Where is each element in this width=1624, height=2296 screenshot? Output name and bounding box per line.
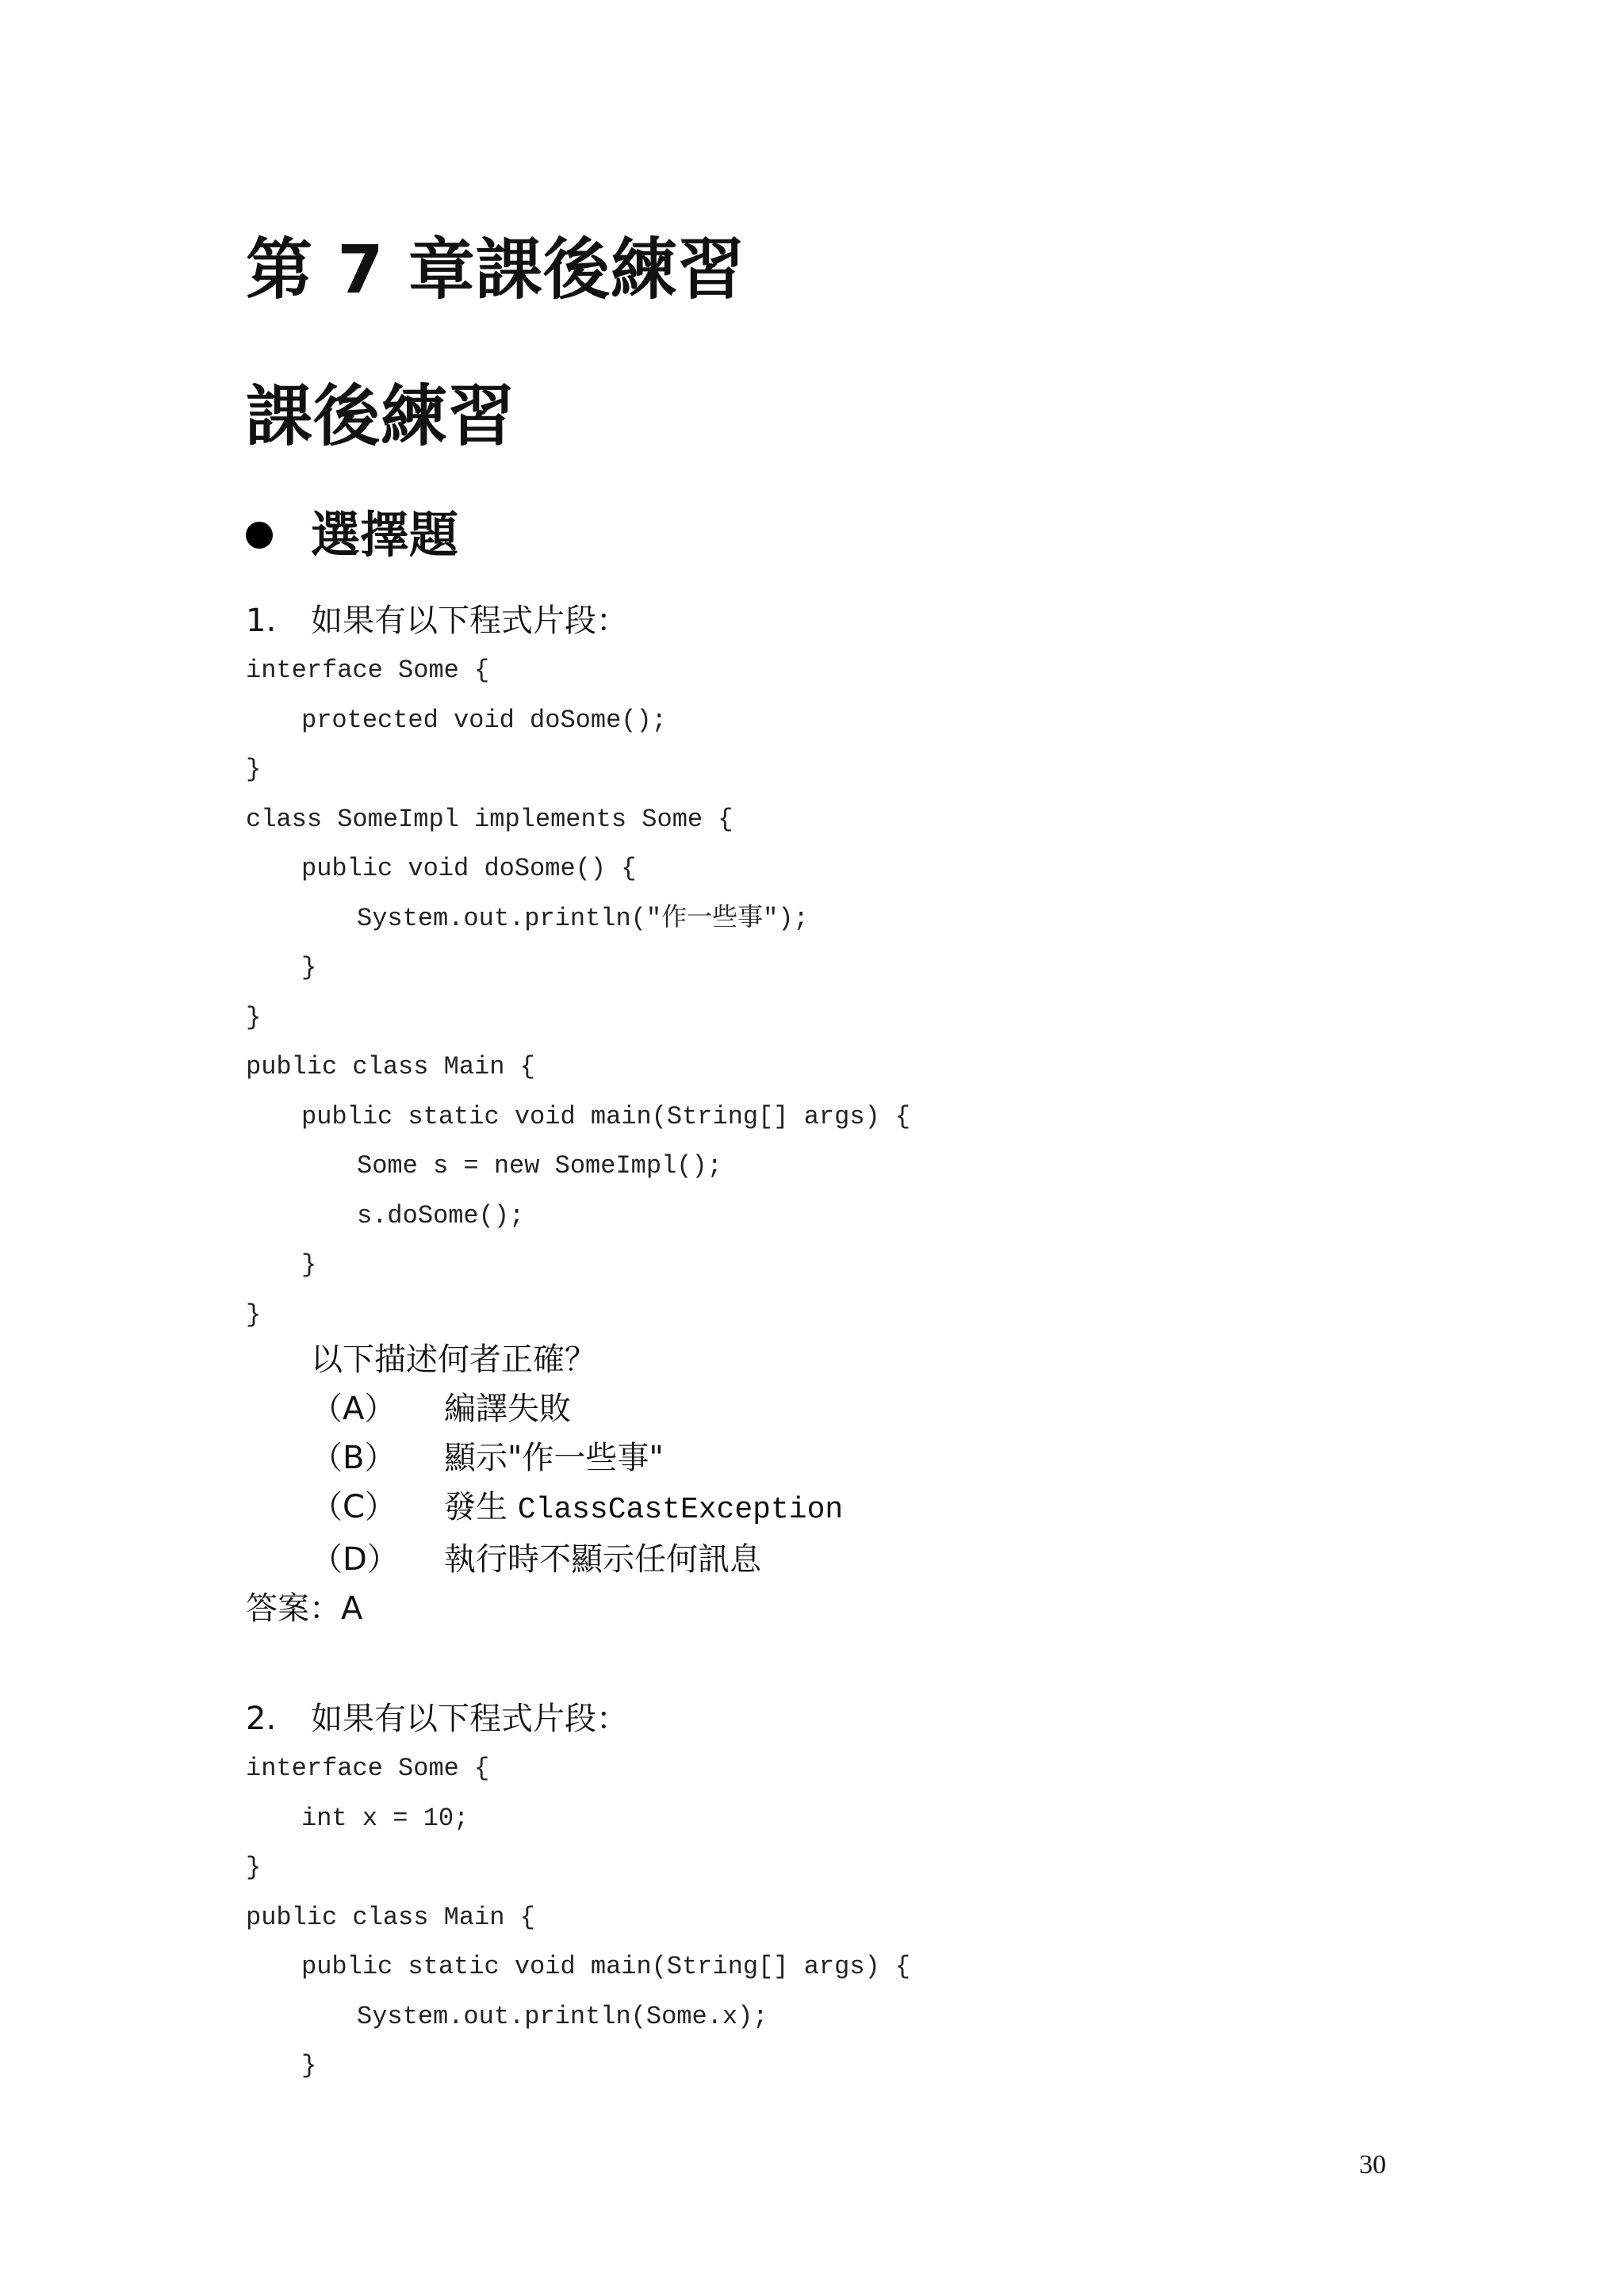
code-line: interface Some {: [246, 656, 490, 685]
option-text: 執行時不顯示任何訊息: [444, 1541, 761, 1578]
question-2-prompt: [246, 1695, 1435, 1743]
code-line: }: [246, 755, 262, 784]
code-line: }: [246, 1853, 262, 1882]
section-title: 課後練習: [246, 377, 516, 455]
code-line: public static void main(String[] args) {: [301, 1952, 911, 1981]
code-line: int x = 10;: [301, 1803, 469, 1833]
code-line: System.out.println(Some.x);: [357, 2001, 768, 2031]
option-text: 編譯失敗: [444, 1391, 571, 1427]
page-number: 30: [1359, 2150, 1386, 2179]
bullet-icon: [246, 522, 273, 549]
question-number: 1.: [246, 603, 277, 639]
chapter-title: 第 7 章課後練習: [246, 231, 745, 308]
question-1-prompt: [246, 597, 1435, 645]
code-line: public void doSome() {: [301, 854, 637, 883]
code-line: System.out.println("作一些事");: [357, 903, 809, 933]
option-label: （D）: [311, 1541, 399, 1578]
code-line: Some s = new SomeImpl();: [357, 1151, 722, 1181]
option-label: （B）: [311, 1440, 396, 1476]
option-c: [246, 1483, 1435, 1535]
code-line: interface Some {: [246, 1754, 490, 1783]
subsection-heading: [246, 503, 1435, 567]
question-description: 以下描述何者正確？: [311, 1341, 596, 1378]
code-line: public class Main {: [246, 1902, 535, 1932]
subsection-title: 選擇題: [311, 506, 459, 564]
question-prompt: 如果有以下程式片段：: [311, 1701, 628, 1737]
code-line: }: [301, 953, 317, 982]
code-line: }: [246, 1299, 262, 1330]
option-label: （C）: [311, 1489, 396, 1525]
option-d: [246, 1535, 1435, 1584]
option-a: [246, 1384, 1435, 1433]
option-text-prefix: 發生: [444, 1489, 518, 1525]
code-line: }: [246, 1002, 262, 1032]
code-line: s.doSome();: [357, 1200, 525, 1230]
code-line: }: [301, 1250, 317, 1280]
code-line: class SomeImpl implements Some {: [246, 804, 733, 834]
code-block-2: [246, 1744, 1435, 2091]
code-line: protected void doSome();: [301, 705, 667, 735]
option-text-code: ClassCastException: [517, 1493, 844, 1527]
page-content: [246, 230, 1435, 2091]
question-prompt: 如果有以下程式片段：: [311, 603, 628, 639]
answer: 答案：A: [246, 1590, 363, 1627]
option-b: [246, 1433, 1435, 1483]
code-line: public static void main(String[] args) {: [301, 1101, 911, 1131]
question-number: 2.: [246, 1701, 277, 1737]
code-block-1: [246, 646, 1435, 1340]
option-text: 顯示"作一些事": [444, 1440, 664, 1476]
option-text: [444, 1483, 843, 1535]
code-line: }: [301, 2051, 317, 2080]
option-label: （A）: [311, 1391, 396, 1427]
code-line: public class Main {: [246, 1052, 535, 1081]
